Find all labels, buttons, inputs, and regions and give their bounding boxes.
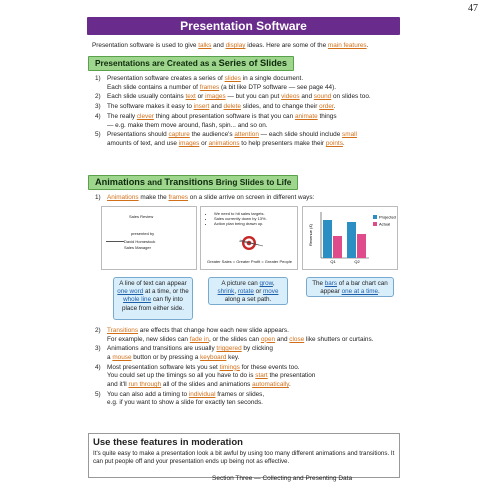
slide-title: Sales Review <box>129 214 154 219</box>
slide-presenter-name: David Homestock <box>124 239 156 244</box>
slide-bullet: • We need to hit sales targets. <box>214 211 267 216</box>
page-number: 47 <box>468 3 478 14</box>
page-footer: Section Three — Collecting and Presenting Data <box>212 475 353 482</box>
y-axis-label: Revenue (£) <box>308 223 313 247</box>
caption-text-animation: A line of text can appear one word at a time, or the whole line can fly into place from either side. <box>113 277 193 320</box>
caption-picture-animation: A picture can grow, shrink, rotate or move along a set path. <box>208 277 288 305</box>
tip-box-title: Use these features in moderation <box>93 437 243 448</box>
list-item: 2) Transitions are effects that change how each new slide appears. For example, new slides can fade in, or the slides can open and close like shutters or curtains. <box>95 327 374 343</box>
bar-actual-q2 <box>357 234 366 258</box>
slides-list <box>95 75 405 150</box>
list-item: 1) Presentation software creates a series of slides in a single document. Each slide contains a number of frames (a bit like DTP software — see page 44). <box>95 75 336 91</box>
bar-chart <box>303 207 397 269</box>
bar-projected-q2 <box>347 222 356 258</box>
caption-chart-animation: The bars of a bar chart can appear one at a time. <box>306 277 394 297</box>
legend-swatch <box>373 215 377 219</box>
list-item: 2) Each slide usually contains text or images — but you can put videos and sound on slides too. <box>95 93 371 101</box>
bar-projected-q1 <box>323 220 332 258</box>
animation-line <box>106 241 124 242</box>
slide-picture-example <box>200 206 298 270</box>
bar-actual-q1 <box>333 236 342 258</box>
tip-box <box>88 433 400 478</box>
list-item: 3) The software makes it easy to insert and delete slides, and to change their order. <box>95 103 336 111</box>
legend-swatch <box>373 222 377 226</box>
slide-presented-by: presented by <box>131 231 155 236</box>
list-item: 4) The really clever thing about presentation software is that you can animate things — e.g. make them move around, flash, spin... and so on. <box>95 112 337 129</box>
list-item: 3) Animations and transitions are usually triggered by clicking a mouse button or by pressing a keyboard key. <box>95 345 273 361</box>
slide-formula: Greater Sales = Greater Profit = Greater People <box>207 259 292 264</box>
list-item: 5) You can also add a timing to individual frames or slides, e.g. if you want to show a slide for exactly ten seconds. <box>95 390 265 407</box>
slide-bullet: • Action plan being drawn up. <box>214 221 267 226</box>
list-item: 4) Most presentation software lets you set timings for these events too. You could set up the timings so all you have to do is start the presentation and it'll run through all of the slides and animations automatically. <box>95 363 316 388</box>
legend-label: Actual <box>379 221 391 227</box>
section-heading-animations: Animations and Transitions Bring Slides to Life <box>88 175 298 190</box>
x-tick-label: Q2 <box>354 259 360 264</box>
slide-chart-example <box>302 206 398 270</box>
slide-text-example <box>101 206 197 270</box>
animations-intro: 1) Animations make the frames on a slide arrive on screen in different ways: <box>95 194 315 201</box>
legend-label: Projected <box>379 214 396 220</box>
section-heading-slides: Presentations are Created as a Series of Slides <box>88 56 294 71</box>
page-title: Presentation Software <box>87 17 400 35</box>
x-tick-label: Q1 <box>330 259 336 264</box>
intro-text: Presentation software is used to give talks and display ideas. Here are some of the main features. <box>92 42 369 49</box>
transitions-list <box>95 327 405 409</box>
slide-bullet: • Sales currently down by 13%. <box>214 216 267 221</box>
tip-box-text: It's quite easy to make a presentation look a bit awful by using too many different animations and transitions. It can put people off and your presentation ends up being not as effective. <box>93 450 395 466</box>
list-item: 5) Presentations should capture the audience's attention — each slide should include small amounts of text, and use images or animations to help presenters make their points. <box>95 131 357 147</box>
slide-presenter-role: Sales Manager <box>124 245 151 250</box>
